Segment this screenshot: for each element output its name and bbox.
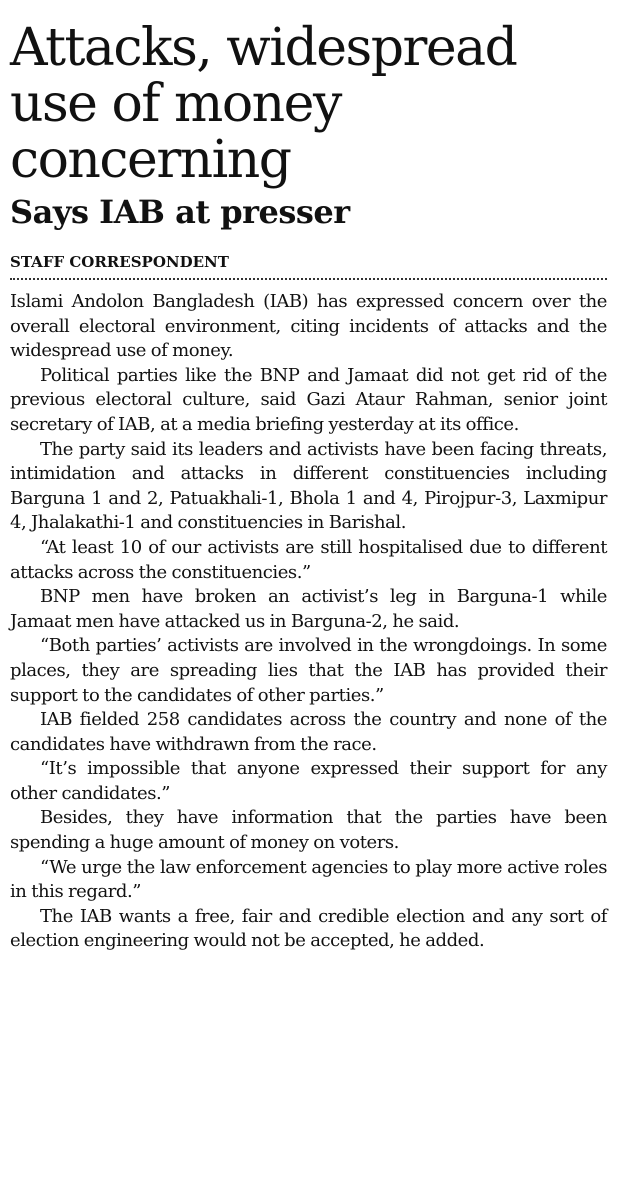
paragraph-10: “We urge the law enforcement agencies to play more active roles in this regard.”: [10, 856, 607, 903]
paragraph-2: Political parties like the BNP and Jamaat did not get rid of the previous electoral culture, said Gazi Ataur Rahman, senior joint secretary of IAB, at a media briefing yesterday at its office.: [10, 364, 607, 435]
paragraph-4: “At least 10 of our activists are still hospitalised due to different attacks across the constituencies.”: [10, 536, 607, 583]
headline: Attacks, widespread use of money concerning: [10, 18, 517, 190]
paragraph-8: “It’s impossible that anyone expressed their support for any other candidates.”: [10, 758, 607, 804]
paragraph-5: BNP men have broken an activist’s leg in Barguna-1 while Jamaat men have attacked us in Barguna-2, he said.: [10, 586, 607, 632]
paragraph-1: Islami Andolon Bangladesh (IAB) has expressed concern over the overall electoral environment, citing incidents of attacks and the widespread use of money.: [10, 291, 607, 362]
paragraph-3: The party said its leaders and activists have been facing threats, intimidation and attacks in different constituencies including Barguna 1 and 2, Patuakhali-1, Bhola 1 and 4, Pirojpur-3, Laxmipur 4, Jhalakathi-1 and constituencies in Barishal.: [10, 438, 607, 534]
dotted-divider: [10, 278, 607, 280]
byline: STAFF CORRESPONDENT: [10, 253, 229, 271]
paragraph-11: The IAB wants a free, fair and credible election and any sort of election engineering would not be accepted, he added.: [10, 905, 607, 952]
paragraph-7: IAB fielded 258 candidates across the country and none of the candidates have withdrawn from the race.: [10, 709, 607, 755]
paragraph-6: “Both parties’ activists are involved in the wrongdoings. In some places, they are spreading lies that the IAB has provided their support to the candidates of other parties.”: [10, 635, 607, 706]
paragraph-9: Besides, they have information that the parties have been spending a huge amount of money on voters.: [10, 807, 607, 854]
news-article: [10, 20, 607, 954]
article-body: [10, 290, 607, 954]
subheadline: Says IAB at presser: [10, 193, 350, 231]
